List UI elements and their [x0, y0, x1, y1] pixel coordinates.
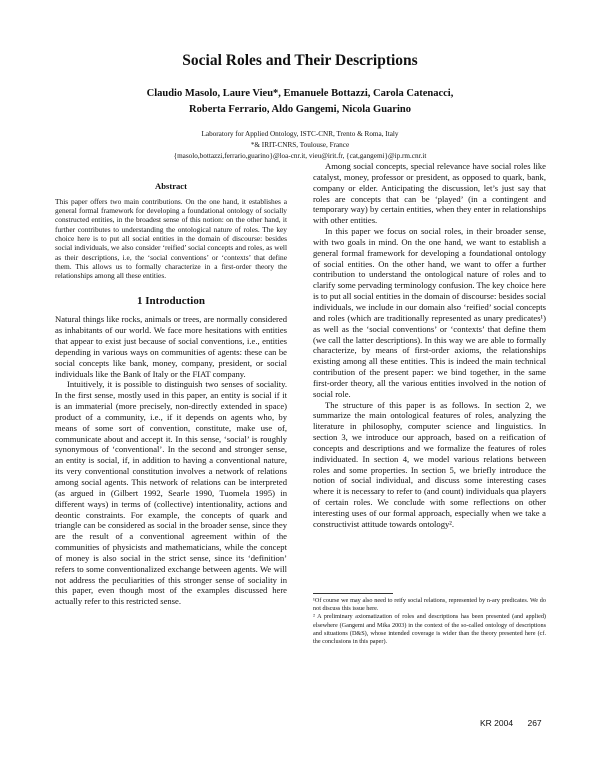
intro-paragraph-5: The structure of this paper is as follows. In section 2, we summarize the main ontological features of roles, analyzing the literature in philosophy, computer science and linguistics. In section 3, we introduce our approach, based on a reification of concepts and descriptions and we formalize the features of roles individuated. In section 4, we model various relations between roles and some properties. In section 5, we briefly introduce the notion of social individual, and discuss some interesting cases where it is necessary to refer to (and count) individuals qua players of certain roles. We conclude with some reflections on other interesting uses of our formal approach, especially when we take a constructivist attitude towards ontology².	[313, 399, 546, 529]
footnote-2: ² A preliminary axiomatization of roles and descriptions has been presented (and applied) elsewhere (Gangemi and Mika 2003) in the context of the so-called ontology of descriptions and situations (D&S), whose intended coverage is wider than the theory presented here (cf. the conclusions in this paper).	[313, 613, 546, 646]
authors-line-1: Claudio Masolo, Laure Vieu*, Emanuele Bottazzi, Carola Catenacci,	[146, 88, 454, 99]
authors-line-2: Roberta Ferrario, Aldo Gangemi, Nicola Guarino	[189, 104, 411, 115]
page-number: 267	[527, 718, 542, 728]
paper-title: Social Roles and Their Descriptions	[182, 52, 418, 69]
footnotes	[313, 597, 546, 646]
affiliation-2: *& IRIT-CNRS, Toulouse, France	[250, 141, 350, 149]
footnote-divider	[313, 593, 393, 594]
section-heading-introduction: 1 Introduction	[137, 294, 205, 307]
intro-paragraph-3: Among social concepts, special relevance have social roles like catalyst, money, professor or president, as opposed to quark, bank, company or elder. Anticipating the discussion, let’s just say that roles are concepts that can be ‘played’ (in a contingent and temporary way) by certain entities, when they enter in relationships with other entities.	[313, 161, 546, 226]
affiliation-1: Laboratory for Applied Ontology, ISTC-CNR, Trento & Roma, Italy	[201, 130, 399, 138]
abstract-text: This paper offers two main contributions. On the one hand, it establishes a general formal framework for developing a foundational ontology of socially constructed entities, in the broadest sense of this notion: on the other hand, it further contributes to understanding the ontological nature of roles. The key choice here is to put all social entities in the domain of discourse: besides social individuals, we also consider ‘reified’ social concepts and roles, as well as their descriptions, i.e, the ‘social conventions’ or ‘contexts’ that define them. This allows us to formally characterize in a first-order theory the relationships among all these entities.	[55, 196, 287, 281]
venue-label: KR 2004	[480, 718, 514, 728]
left-column	[55, 181, 287, 607]
page-footer	[480, 718, 542, 728]
intro-paragraph-1: Natural things like rocks, animals or trees, are normally considered as inhabitants of our world. We face more hesitations with entities that appear to exist just because of social conventions, i.e., entities depending in various ways on communities of agents: these can be social concepts like bank, money, company, president, or social individuals like the Bank of Italy or the FIAT company.	[55, 314, 287, 379]
affiliations	[60, 129, 540, 162]
intro-paragraph-4: In this paper we focus on social roles, in their broader sense, with two goals in mind. On the one hand, we want to establish a general formal framework for developing a foundational ontology of social entities. On the other hand, we want to offer a further contribution to understand the ontological nature of roles and to clarify some pervading terminology confusion. The key choice here is to put all social entities in the domain of discourse: besides social individuals, we include in our domain also ‘reified’ social concepts and roles (which are traditionally represented as unary predicates¹) as well as the ‘social conventions’ or ‘contexts’ that define them (we call the latter descriptions). In this way we are able to formally characterize, by means of first-order axioms, the relationships existing among all these entities. This is indeed the main technical contribution of the present paper: we bind together, in the same first-order theory, all the various entities involved in the notion of social role.	[313, 226, 546, 399]
right-column	[313, 161, 546, 530]
intro-paragraph-2: Intuitively, it is possible to distinguish two senses of sociality. In the first sense, mostly used in this paper, an entity is social if it is an immaterial (more precisely, non-directly extended in space) product of a community, i.e., if it depends on agents who, by means of some sort of convention, constitute, make use of, communicate about and accept it. In this sense, ‘social’ is roughly synonymous of ‘conventional’. In the second and stronger sense, an entity is social, if, in addition to having a conventional nature, its very conventional constitution involves a network of relations among social agents. This network of relations can be interpreted (as argued in (Gilbert 1992, Searle 1990, Tuomela 1995) in different ways) in terms of (collective) intentionality, actions and deontic constraints. For example, the concepts of quark and triangle can be considered as social in the broader sense, since they are the result of a conventional agreement within of the communities of physicists and mathematicians, while the concept of money is also social in the strict sense, since its ‘definition’ refers to some conventionalized exchange between agents. We will not address the peculiarities of this stronger sense of sociality in this paper, even though most of the examples discussed here actually refer to this restricted sense.	[55, 379, 287, 607]
author-list	[80, 86, 520, 118]
author-emails: {masolo,bottazzi,ferrario,guarino}@loa-cnr.it, vieu@irit.fr, {cat,gangemi}@ip.rm.cnr.it	[173, 152, 427, 160]
footnote-1: ¹Of course we may also need to reify social relations, represented by n-ary predicates. We do not discuss this issue here.	[313, 597, 546, 613]
abstract-heading: Abstract	[155, 181, 187, 191]
